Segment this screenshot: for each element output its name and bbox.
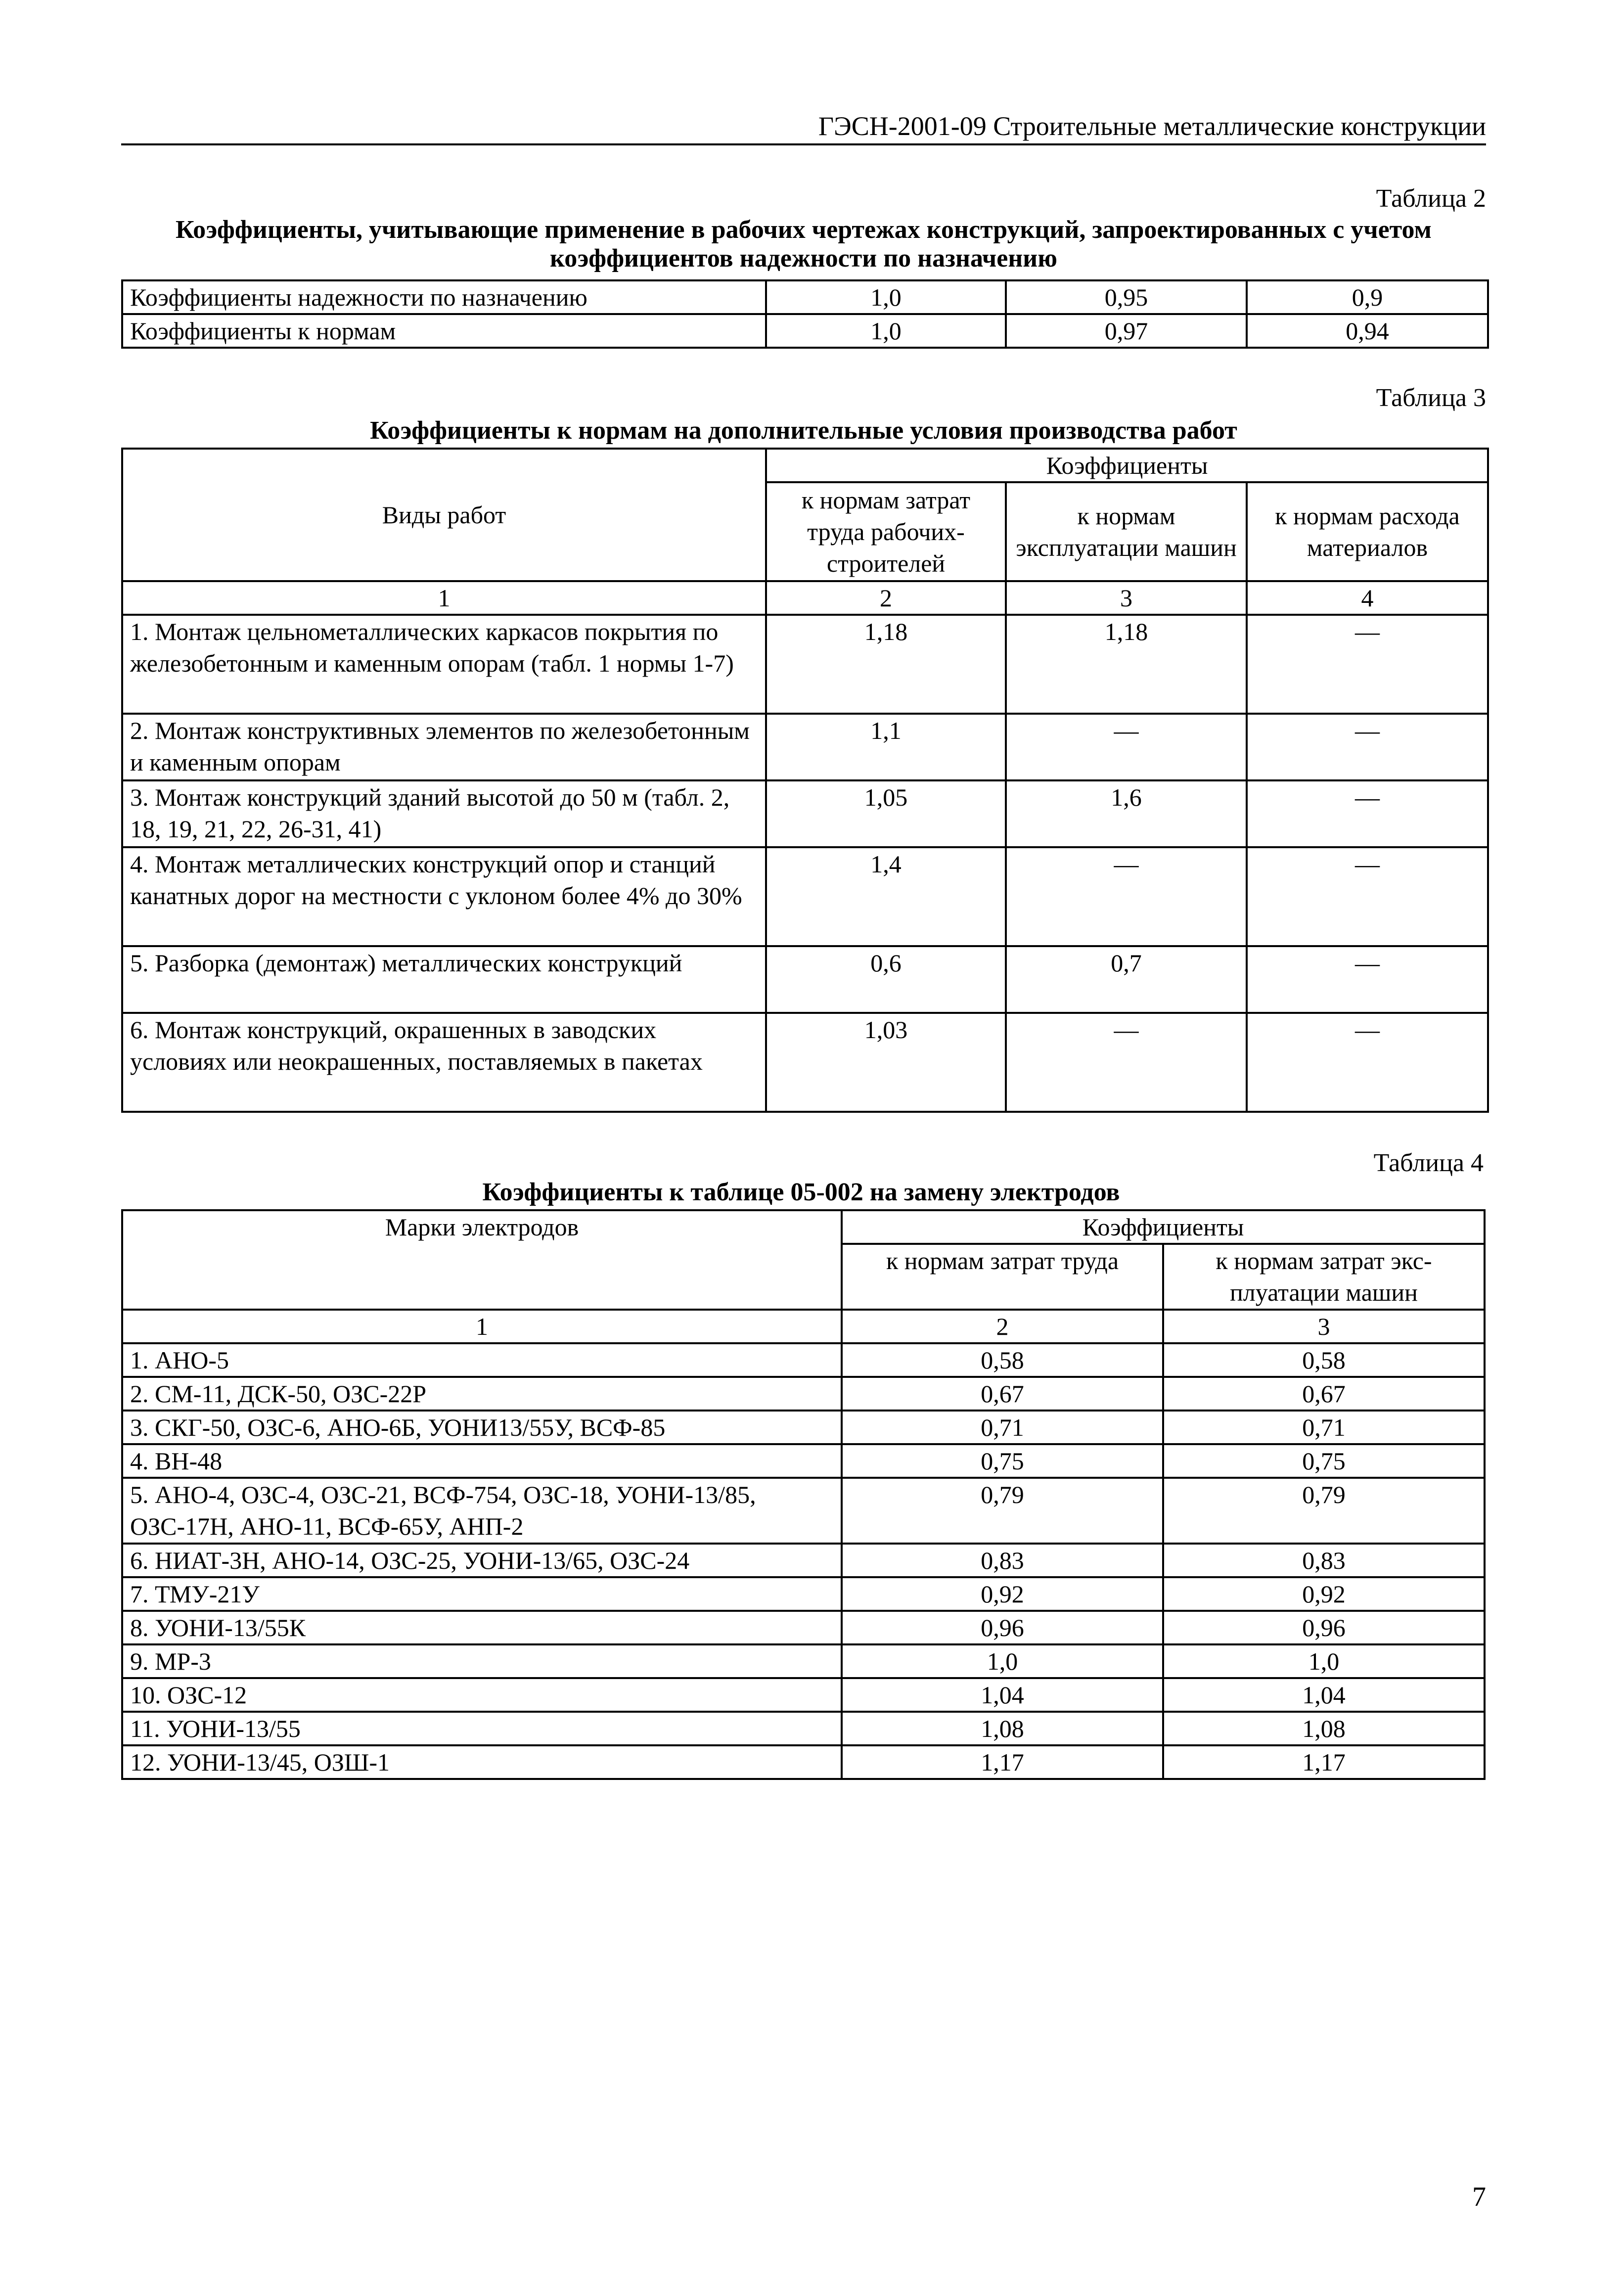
table-row [122, 1411, 1485, 1444]
table4-head-labor: к нормам затрат труда [842, 1244, 1163, 1310]
table3-coef-labor: 0,6 [766, 946, 1006, 1013]
table-row [122, 1013, 1488, 1112]
table4-head-brands: Марки электродов [122, 1210, 842, 1310]
table4-coef-machines: 1,08 [1163, 1712, 1485, 1745]
table-row [122, 946, 1488, 1013]
table3-work-type: 6. Монтаж конструкций, окрашенных в заводских условиях или неокрашенных, поставляемых в пакетах [122, 1013, 766, 1112]
table4-brand: 6. НИАТ-3Н, АНО-14, ОЗС-25, УОНИ-13/65, ОЗС-24 [122, 1544, 842, 1577]
table-row [122, 847, 1488, 946]
table2-title: Коэффициенты, учитывающие применение в рабочих чертежах конструкций, запроектированных с учетом коэффициентов надежности по назначению [176, 216, 1432, 273]
table-row [122, 581, 1488, 615]
table4-coef-labor: 0,92 [842, 1577, 1163, 1611]
table-row [122, 449, 1488, 482]
table3-coef-machines: 0,7 [1006, 946, 1247, 1013]
table-row [122, 615, 1488, 714]
table4-brand: 2. СМ-11, ДСК-50, ОЗС-22Р [122, 1377, 842, 1411]
table3-coef-materials: — [1247, 847, 1488, 946]
table-row [122, 1745, 1485, 1779]
table4-coef-machines: 0,71 [1163, 1411, 1485, 1444]
table4-brand: 10. ОЗС-12 [122, 1678, 842, 1712]
table2-cell-label: Коэффициенты надежности по назначению [122, 280, 766, 314]
table2 [121, 279, 1489, 349]
page-number: 7 [1472, 2182, 1486, 2212]
table-row [122, 1377, 1485, 1411]
table4-brand: 7. ТМУ-21У [122, 1577, 842, 1611]
table4-coef-machines: 0,83 [1163, 1544, 1485, 1577]
table2-cell-value: 0,95 [1006, 280, 1247, 314]
table2-cell-value: 1,0 [766, 314, 1006, 348]
table4-coef-labor: 0,75 [842, 1444, 1163, 1478]
table4-coef-machines: 0,92 [1163, 1577, 1485, 1611]
table-row [122, 780, 1488, 847]
table-row [122, 1343, 1485, 1377]
table-row [122, 1577, 1485, 1611]
table3-head-coef: Коэффициенты [766, 449, 1488, 482]
table4-brand: 11. УОНИ-13/55 [122, 1712, 842, 1745]
table3-work-type: 4. Монтаж металлических конструкций опор и станций канатных дорог на местности с уклоном более 4% до 30% [122, 847, 766, 946]
table3-coef-machines: 1,18 [1006, 615, 1247, 714]
table-row [122, 1310, 1485, 1343]
table3-coef-machines: — [1006, 847, 1247, 946]
table4-coef-labor: 0,96 [842, 1611, 1163, 1644]
table3-col-number: 4 [1247, 581, 1488, 615]
table4-coef-labor: 1,08 [842, 1712, 1163, 1745]
table2-cell-value: 0,97 [1006, 314, 1247, 348]
table4-coef-labor: 0,58 [842, 1343, 1163, 1377]
table4-coef-machines: 0,75 [1163, 1444, 1485, 1478]
table-row [122, 714, 1488, 780]
table4-coef-labor: 0,67 [842, 1377, 1163, 1411]
table2-cell-value: 1,0 [766, 280, 1006, 314]
table4-coef-labor: 1,04 [842, 1678, 1163, 1712]
table3-coef-materials: — [1247, 780, 1488, 847]
table4-coef-labor: 0,83 [842, 1544, 1163, 1577]
table4-coef-machines: 0,79 [1163, 1478, 1485, 1544]
table-row [122, 1444, 1485, 1478]
table3-work-type: 3. Монтаж конструкций зданий высотой до 50 м (табл. 2, 18, 19, 21, 22, 26-31, 41) [122, 780, 766, 847]
table3-coef-labor: 1,4 [766, 847, 1006, 946]
table3-coef-materials: — [1247, 714, 1488, 780]
table2-cell-value: 0,9 [1247, 280, 1488, 314]
table4-title: Коэффициенты к таблице 05-002 на замену электродов [482, 1178, 1120, 1206]
table-row [122, 1210, 1485, 1244]
table4-col-number: 2 [842, 1310, 1163, 1343]
table3-work-type: 5. Разборка (демонтаж) металлических конструкций [122, 946, 766, 1013]
table3-head-machines: к нормам эксплуатации машин [1006, 482, 1247, 581]
table4-coef-labor: 1,17 [842, 1745, 1163, 1779]
table3-caption: Таблица 3 [1376, 384, 1486, 412]
table3-col-number: 1 [122, 581, 766, 615]
table4-coef-machines: 1,04 [1163, 1678, 1485, 1712]
table-row [122, 1712, 1485, 1745]
table4-brand: 12. УОНИ-13/45, ОЗШ-1 [122, 1745, 842, 1779]
table3-coef-machines: — [1006, 1013, 1247, 1112]
table-row [122, 280, 1488, 314]
table-row [122, 1544, 1485, 1577]
table3-col-number: 2 [766, 581, 1006, 615]
table4-coef-machines: 0,58 [1163, 1343, 1485, 1377]
table4-coef-machines: 1,0 [1163, 1644, 1485, 1678]
table4-head-coef: Коэффициенты [842, 1210, 1485, 1244]
table4-brand: 9. МР-3 [122, 1644, 842, 1678]
table-row [122, 1611, 1485, 1644]
table3-coef-materials: — [1247, 615, 1488, 714]
table4-head-machines: к нормам затрат экс-плуатации машин [1163, 1244, 1485, 1310]
table4 [121, 1209, 1486, 1780]
table3-coef-labor: 1,05 [766, 780, 1006, 847]
table3 [121, 448, 1489, 1113]
table3-head-materials: к нормам расхода материалов [1247, 482, 1488, 581]
table4-brand: 3. СКГ-50, ОЗС-6, АНО-6Б, УОНИ13/55У, ВСФ-85 [122, 1411, 842, 1444]
table3-coef-machines: 1,6 [1006, 780, 1247, 847]
table4-coef-labor: 1,0 [842, 1644, 1163, 1678]
table-row [122, 314, 1488, 348]
table3-coef-materials: — [1247, 946, 1488, 1013]
table3-coef-materials: — [1247, 1013, 1488, 1112]
table-row [122, 1478, 1485, 1544]
table2-cell-value: 0,94 [1247, 314, 1488, 348]
table3-head-work: Виды работ [122, 449, 766, 581]
table3-coef-labor: 1,03 [766, 1013, 1006, 1112]
running-header: ГЭСН-2001-09 Строительные металлические конструкции [121, 109, 1486, 145]
table3-work-type: 2. Монтаж конструктивных элементов по железобетонным и каменным опорам [122, 714, 766, 780]
table3-coef-machines: — [1006, 714, 1247, 780]
table4-coef-machines: 0,96 [1163, 1611, 1485, 1644]
table3-work-type: 1. Монтаж цельнометаллических каркасов покрытия по железобетонным и каменным опорам (табл. 1 нормы 1-7) [122, 615, 766, 714]
table3-coef-labor: 1,1 [766, 714, 1006, 780]
table4-col-number: 3 [1163, 1310, 1485, 1343]
table4-caption: Таблица 4 [1373, 1149, 1484, 1177]
table2-caption: Таблица 2 [1376, 184, 1486, 213]
table4-coef-labor: 0,71 [842, 1411, 1163, 1444]
table-row [122, 1678, 1485, 1712]
table4-brand: 5. АНО-4, ОЗС-4, ОЗС-21, ВСФ-754, ОЗС-18, УОНИ-13/85, ОЗС-17Н, АНО-11, ВСФ-65У, АНП-2 [122, 1478, 842, 1544]
table-row [122, 1644, 1485, 1678]
table4-brand: 4. ВН-48 [122, 1444, 842, 1478]
table4-col-number: 1 [122, 1310, 842, 1343]
table4-brand: 1. АНО-5 [122, 1343, 842, 1377]
table3-col-number: 3 [1006, 581, 1247, 615]
table4-brand: 8. УОНИ-13/55К [122, 1611, 842, 1644]
table4-coef-labor: 0,79 [842, 1478, 1163, 1544]
table2-cell-label: Коэффициенты к нормам [122, 314, 766, 348]
table4-coef-machines: 0,67 [1163, 1377, 1485, 1411]
table3-title: Коэффициенты к нормам на дополнительные условия производства работ [370, 416, 1237, 445]
table3-coef-labor: 1,18 [766, 615, 1006, 714]
table3-head-labor: к нормам затрат труда рабочих-строителей [766, 482, 1006, 581]
table4-coef-machines: 1,17 [1163, 1745, 1485, 1779]
